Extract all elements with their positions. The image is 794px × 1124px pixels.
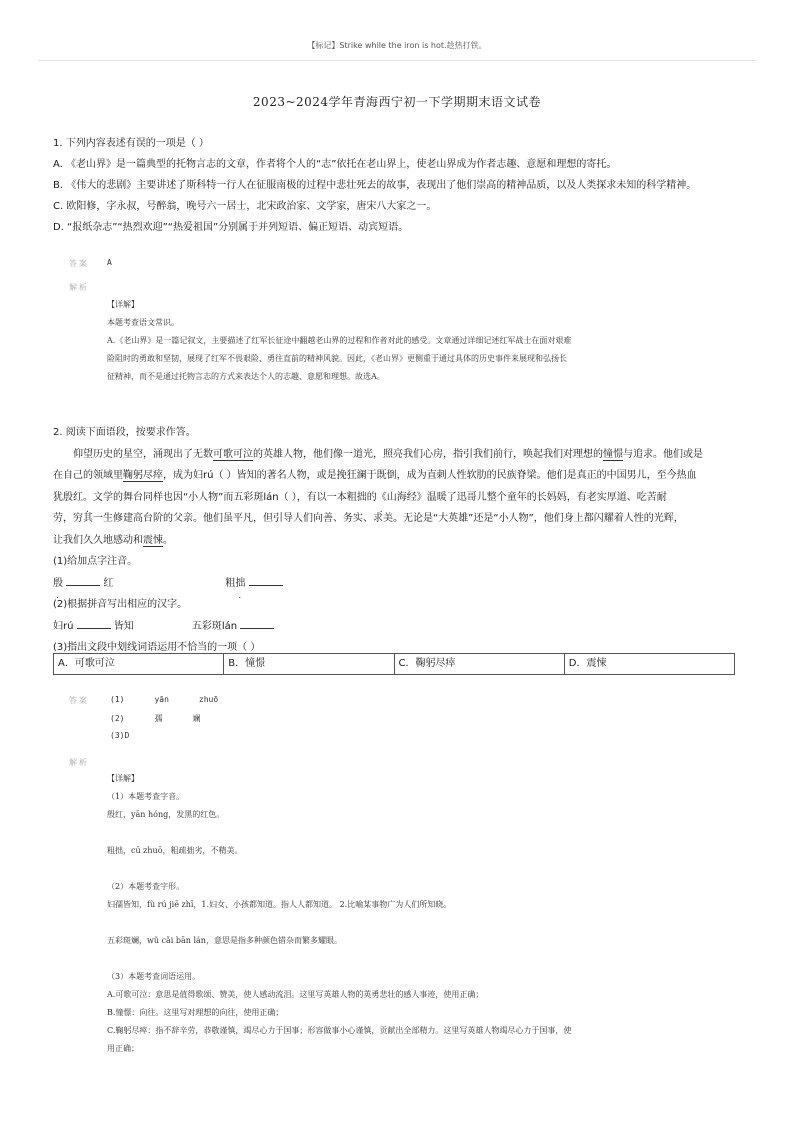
- q2-sub2-items: [53, 616, 743, 638]
- q2-option-b[interactable]: B．憧憬: [224, 654, 394, 674]
- passage-text: 让我们久久地感动和: [53, 534, 143, 546]
- answer-char: 斓: [192, 714, 201, 723]
- q1-option-c: C. 欧阳修，字永叔，号醉翁，晚号六一居士，北宋政治家、文学家，唐宋八大家之一。: [53, 201, 437, 212]
- sub1-a-blank[interactable]: [66, 573, 100, 586]
- q1-option-a: A. 《老山界》是一篇典型的托物言志的文章，作者将个人的“志”依托在老山界上，使老山界成为作者志趣、意愿和理想的寄托。: [53, 159, 617, 170]
- answer-num: (1): [110, 695, 125, 704]
- underlined-word-b: 憧憬: [603, 448, 623, 460]
- passage-text: ，成为妇rú（ ）皆知的著名人物，或是挽狂澜于既倒，成为直刺人性软肋的民族脊梁。他们是真正的中国男儿，至今热血: [163, 470, 697, 481]
- q1-option-b: B. 《伟大的悲剧》主要讲述了斯科特一行人在征服南极的过程中悲壮死去的故事，表现出了他们崇高的精神品质，以及人类探求未知的科学精神。: [53, 180, 697, 191]
- passage-text: 的《山海经》温暖了迅哥儿整个童年的长妈妈，有老实厚道、吃苦耐: [366, 491, 667, 503]
- sub1-b-char: 拙: [235, 577, 246, 589]
- q1-exp-line: A.《老山界》是一篇记叙文，主要描述了红军长征途中翻越老山界的过程和作者对此的感受。文章通过详细记述红军战士在面对艰难: [107, 336, 572, 345]
- q2-exp-line: （2）本题考查字形。: [107, 882, 185, 891]
- q2-options-table: [53, 653, 735, 675]
- passage-text: 在自己的领域里: [53, 470, 123, 481]
- passage-text: 的英雄人物，他们像一道光，照亮我们心房，指引我们前行，唤起我们对理想的: [253, 448, 603, 460]
- underlined-word-d: 震悚: [143, 534, 163, 546]
- answer-pinyin: yān: [154, 695, 169, 704]
- q2-exp-line: （1）本题考查字音。: [107, 792, 185, 801]
- q1-analysis-label: 解析: [69, 283, 89, 292]
- q2-exp-line: 粗拙，cū zhuō，粗疏拙劣，不精美。: [107, 846, 243, 855]
- q2-answer-label: 答案: [69, 696, 89, 705]
- q2-exp-line: 妇孺皆知，fù rú jiē zhī，1.妇女、小孩都知道。指人人都知道。 2.比喻某事物广为人们所知晓。: [107, 900, 452, 909]
- q2-passage: [53, 444, 743, 552]
- answer-char: 孺: [154, 714, 163, 723]
- answer-pinyin: zhuō: [198, 695, 219, 704]
- header-divider: [38, 60, 756, 61]
- sub1-b-pre: 粗: [225, 577, 236, 589]
- q1-explanation: [107, 296, 727, 386]
- q2-sub3: (3)指出文段中划线词语运用不恰当的一项（ ）: [53, 642, 261, 653]
- q2-block: [53, 422, 743, 659]
- q2-stem: 2. 阅读下面语段，按要求作答。: [53, 427, 196, 438]
- q1-exp-line: 【详解】: [107, 300, 139, 309]
- q1-exp-line: 险阻时的勇敢和坚韧，展现了红军不畏艰险、勇往直前的精神风貌。因此，《老山界》更侧重于通过具体的历史事件来展现和弘扬长: [107, 354, 567, 363]
- sub1-b-blank[interactable]: [249, 573, 283, 586]
- q1-stem: 1. 下列内容表述有误的一项是（ ）: [53, 138, 209, 149]
- dotted-char-yin: 殷 .: [63, 492, 73, 503]
- passage-text: 犹: [53, 491, 63, 503]
- passage-text: 劳，穷其一生修建高台阶的父亲。他们虽平凡，但引导人们向善、务实、求美。无论是“大英雄”还是“小人物”，他们身上都闪耀着人性的光辉，: [53, 513, 684, 524]
- page-title: 2023~2024学年青海西宁初一下学期期末语文试卷: [252, 95, 542, 109]
- q2-sub1: (1)给加点字注音。: [53, 556, 138, 567]
- q2-option-d[interactable]: D．震悚: [568, 658, 607, 669]
- sub2-b-blank[interactable]: [240, 616, 274, 629]
- sub2-a-blank[interactable]: [77, 616, 111, 629]
- q2-exp-line: （3）本题考查词语运用。: [107, 972, 201, 981]
- q2-sub1-items: [53, 573, 743, 595]
- passage-text: 红。文学的舞台同样也因“小人物”而五彩斑lán（ ），有以一本粗: [73, 491, 357, 503]
- q2-exp-line: A.可歌可泣：意思是值得歌颂、赞美，使人感动流泪。这里写英雄人物的英勇悲壮的感人事迹，使用正确；: [107, 990, 484, 999]
- sub1-a-post: 红: [103, 577, 114, 589]
- q2-exp-line: B.憧憬：向往。这里写对理想的向往，使用正确；: [107, 1008, 284, 1017]
- passage-text: 仰望历史的星空，涌现出了无数: [73, 448, 213, 460]
- q2-answer-1: [110, 695, 218, 704]
- q1-answer: A: [107, 258, 112, 267]
- q2-analysis-label: 解析: [69, 758, 89, 767]
- q2-exp-line: C.鞠躬尽瘁：指不辞辛劳，恭敬谨慎，竭尽心力于国事；形容做事小心谨慎，贡献出全部精力。这里写英雄人物竭尽心力于国事，使: [107, 1026, 572, 1035]
- dotted-char-zhuo: 拙 .: [357, 492, 367, 503]
- q2-exp-line: 殷红，yān hóng，发黑的红色。: [107, 810, 225, 819]
- q2-option-a[interactable]: A．可歌可泣: [54, 654, 224, 674]
- sub2-b-pre: 五彩斑lán: [191, 620, 238, 632]
- underlined-word-c: 鞠躬尽瘁: [123, 470, 163, 481]
- underlined-word-a: 可歌可泣: [213, 448, 253, 460]
- q2-explanation: [107, 770, 727, 1058]
- q1-exp-line: 本题考查语文常识。: [107, 318, 179, 327]
- q1-exp-line: 征精神，而不是通过托物言志的方式来表达个人的志趣、意愿和理想。故选A。: [107, 372, 385, 381]
- q2-answer-2: [110, 713, 200, 724]
- passage-text: 。: [163, 534, 173, 546]
- q2-option-c[interactable]: C．鞠躬尽瘁: [395, 654, 565, 674]
- q2-exp-line: 用正确；: [107, 1044, 139, 1053]
- q2-exp-line: 【详解】: [107, 774, 139, 783]
- header-slogan: 【标记】Strike while the iron is hot.趁热打铁。: [307, 41, 487, 50]
- q1-option-d: D. “报纸杂志”“热烈欢迎”“热爱祖国”分别属于并列短语、偏正短语、动宾短语。: [53, 222, 409, 233]
- q1-answer-label: 答案: [69, 259, 89, 268]
- q2-sub2: (2)根据拼音写出相应的汉字。: [53, 599, 188, 610]
- q2-exp-line: 五彩斑斓，wǔ cǎi bān lán，意思是指多种颜色错杂而繁多耀眼。: [107, 936, 342, 945]
- q2-answer-3: (3)D: [110, 731, 130, 740]
- sub2-a-pre: 妇rú: [53, 620, 74, 632]
- passage-text: 与追求。他们或是: [623, 448, 703, 460]
- sub1-a-char: 殷: [53, 577, 63, 589]
- sub2-a-post: 皆知: [113, 620, 134, 632]
- answer-num: (2): [110, 714, 125, 723]
